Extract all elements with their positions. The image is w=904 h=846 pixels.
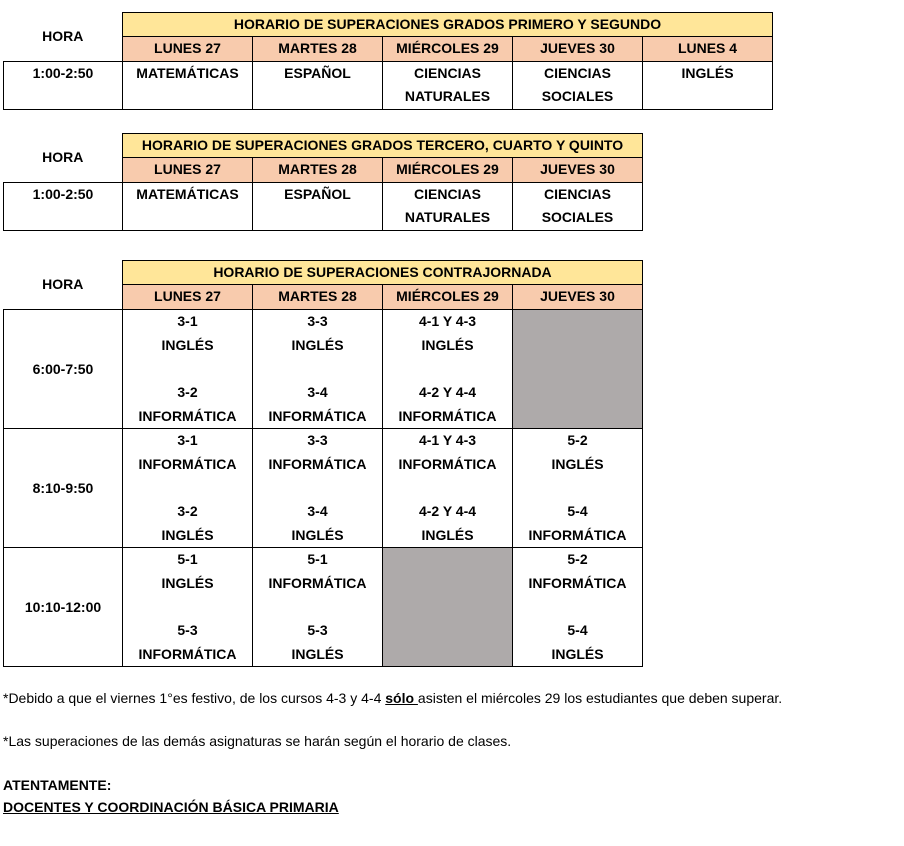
- group-label: 3-2: [177, 503, 198, 519]
- hora-label: HORA: [42, 28, 84, 45]
- time-slot: 10:10-12:00: [4, 548, 123, 667]
- hora-label: HORA: [42, 276, 84, 293]
- group-label: 3-2: [177, 384, 198, 400]
- subject-line: NATURALES: [404, 209, 491, 225]
- subject-line: INGLÉS: [551, 455, 604, 472]
- group-label: 5-3: [177, 622, 198, 638]
- subject-line: SOCIALES: [541, 88, 614, 104]
- group-label: 5-1: [177, 551, 198, 567]
- schedule-cell: [123, 310, 253, 429]
- subject-line: ESPAÑOL: [284, 65, 351, 81]
- subject-line: NATURALES: [404, 88, 491, 104]
- hora-header: [4, 134, 123, 183]
- day-header: JUEVES 30: [513, 158, 643, 183]
- subject-line: INGLÉS: [161, 336, 214, 353]
- subject-cell: [513, 183, 643, 231]
- subject-line: INFORMÁTICA: [268, 407, 367, 424]
- subject-line: INFORMÁTICA: [138, 645, 237, 662]
- day-header: LUNES 4: [643, 37, 773, 62]
- subject-cell: [643, 62, 773, 110]
- note-text: *Debido a que el viernes 1°es festivo, de los cursos 4-3 y 4-4: [3, 690, 386, 706]
- note-other-subjects: *Las superaciones de las demás asignaturas se harán según el horario de clases.: [3, 733, 512, 749]
- schedule-cell: [383, 310, 513, 429]
- time-slot: 6:00-7:50: [4, 310, 123, 429]
- subject-cell: [383, 183, 513, 231]
- subject-cell: [513, 62, 643, 110]
- time-slot: 1:00-2:50: [4, 183, 123, 231]
- schedule-cell: [253, 548, 383, 667]
- closing: ATENTAMENTE:: [3, 777, 112, 793]
- day-header: MIÉRCOLES 29: [383, 285, 513, 310]
- hora-header: [4, 261, 123, 310]
- table-title: HORARIO DE SUPERACIONES GRADOS TERCERO, CUARTO Y QUINTO: [123, 134, 643, 158]
- subject-line: MATEMÁTICAS: [136, 186, 239, 202]
- group-label: 5-3: [307, 622, 328, 638]
- schedule-cell: [513, 429, 643, 548]
- subject-line: INGLÉS: [421, 526, 474, 543]
- time-slot: 1:00-2:50: [4, 62, 123, 110]
- subject-line: CIENCIAS: [414, 65, 481, 81]
- day-header: MARTES 28: [253, 285, 383, 310]
- day-header: MARTES 28: [253, 158, 383, 183]
- group-label: 5-4: [567, 622, 588, 638]
- group-label: 5-2: [567, 432, 588, 448]
- subject-line: INFORMÁTICA: [138, 455, 237, 472]
- schedule-table-contrajornada: [3, 260, 643, 667]
- note-holiday: [3, 690, 782, 706]
- subject-cell: [123, 183, 253, 231]
- day-header: MIÉRCOLES 29: [383, 37, 513, 62]
- subject-line: INGLÉS: [291, 336, 344, 353]
- group-label: 5-4: [567, 503, 588, 519]
- group-label: 5-1: [307, 551, 328, 567]
- subject-line: INGLÉS: [291, 526, 344, 543]
- schedule-cell: [123, 429, 253, 548]
- group-label: 3-4: [307, 503, 328, 519]
- day-header: JUEVES 30: [513, 37, 643, 62]
- group-label: 5-2: [567, 551, 588, 567]
- schedule-cell: [383, 429, 513, 548]
- subject-line: CIENCIAS: [544, 186, 611, 202]
- time-slot: 8:10-9:50: [4, 429, 123, 548]
- group-label: 4-1 Y 4-3: [418, 313, 477, 329]
- hora-header: [4, 13, 123, 62]
- subject-cell: [123, 62, 253, 110]
- subject-cell: [383, 62, 513, 110]
- table-title: HORARIO DE SUPERACIONES CONTRAJORNADA: [123, 261, 643, 285]
- subject-line: INFORMÁTICA: [138, 407, 237, 424]
- subject-line: ESPAÑOL: [284, 186, 351, 202]
- group-label: 3-4: [307, 384, 328, 400]
- note-text: asisten el miércoles 29 los estudiantes que deben superar.: [417, 690, 783, 706]
- subject-line: INFORMÁTICA: [268, 574, 367, 591]
- subject-cell: [253, 183, 383, 231]
- group-label: 3-3: [307, 432, 328, 448]
- schedule-cell: [123, 548, 253, 667]
- group-label: 3-3: [307, 313, 328, 329]
- group-label: 4-1 Y 4-3: [418, 432, 477, 448]
- group-label: 3-1: [177, 313, 198, 329]
- empty-slot: [383, 548, 513, 667]
- subject-line: INGLÉS: [291, 645, 344, 662]
- day-header: MARTES 28: [253, 37, 383, 62]
- subject-line: INFORMÁTICA: [268, 455, 367, 472]
- note-emphasis: sólo: [385, 690, 418, 706]
- group-label: 3-1: [177, 432, 198, 448]
- day-header: LUNES 27: [123, 158, 253, 183]
- subject-line: INGLÉS: [421, 336, 474, 353]
- day-header: LUNES 27: [123, 285, 253, 310]
- subject-line: INGLÉS: [161, 574, 214, 591]
- subject-line: MATEMÁTICAS: [136, 65, 239, 81]
- day-header: MIÉRCOLES 29: [383, 158, 513, 183]
- subject-line: INFORMÁTICA: [398, 455, 497, 472]
- hora-label: HORA: [42, 149, 84, 166]
- subject-line: INGLÉS: [681, 65, 734, 81]
- schedule-cell: [513, 548, 643, 667]
- subject-cell: [253, 62, 383, 110]
- subject-line: CIENCIAS: [544, 65, 611, 81]
- day-header: JUEVES 30: [513, 285, 643, 310]
- empty-slot: [513, 310, 643, 429]
- schedule-table-grades-1-2: [3, 12, 773, 110]
- subject-line: INGLÉS: [551, 645, 604, 662]
- subject-line: INFORMÁTICA: [528, 574, 627, 591]
- subject-line: INFORMÁTICA: [528, 526, 627, 543]
- table-title: HORARIO DE SUPERACIONES GRADOS PRIMERO Y SEGUNDO: [123, 13, 773, 37]
- subject-line: INFORMÁTICA: [398, 407, 497, 424]
- schedule-cell: [253, 310, 383, 429]
- schedule-cell: [253, 429, 383, 548]
- subject-line: INGLÉS: [161, 526, 214, 543]
- group-label: 4-2 Y 4-4: [418, 503, 477, 519]
- group-label: 4-2 Y 4-4: [418, 384, 477, 400]
- schedule-table-grades-3-4-5: [3, 133, 643, 231]
- day-header: LUNES 27: [123, 37, 253, 62]
- subject-line: CIENCIAS: [414, 186, 481, 202]
- subject-line: SOCIALES: [541, 209, 614, 225]
- signer: DOCENTES Y COORDINACIÓN BÁSICA PRIMARIA: [3, 799, 339, 815]
